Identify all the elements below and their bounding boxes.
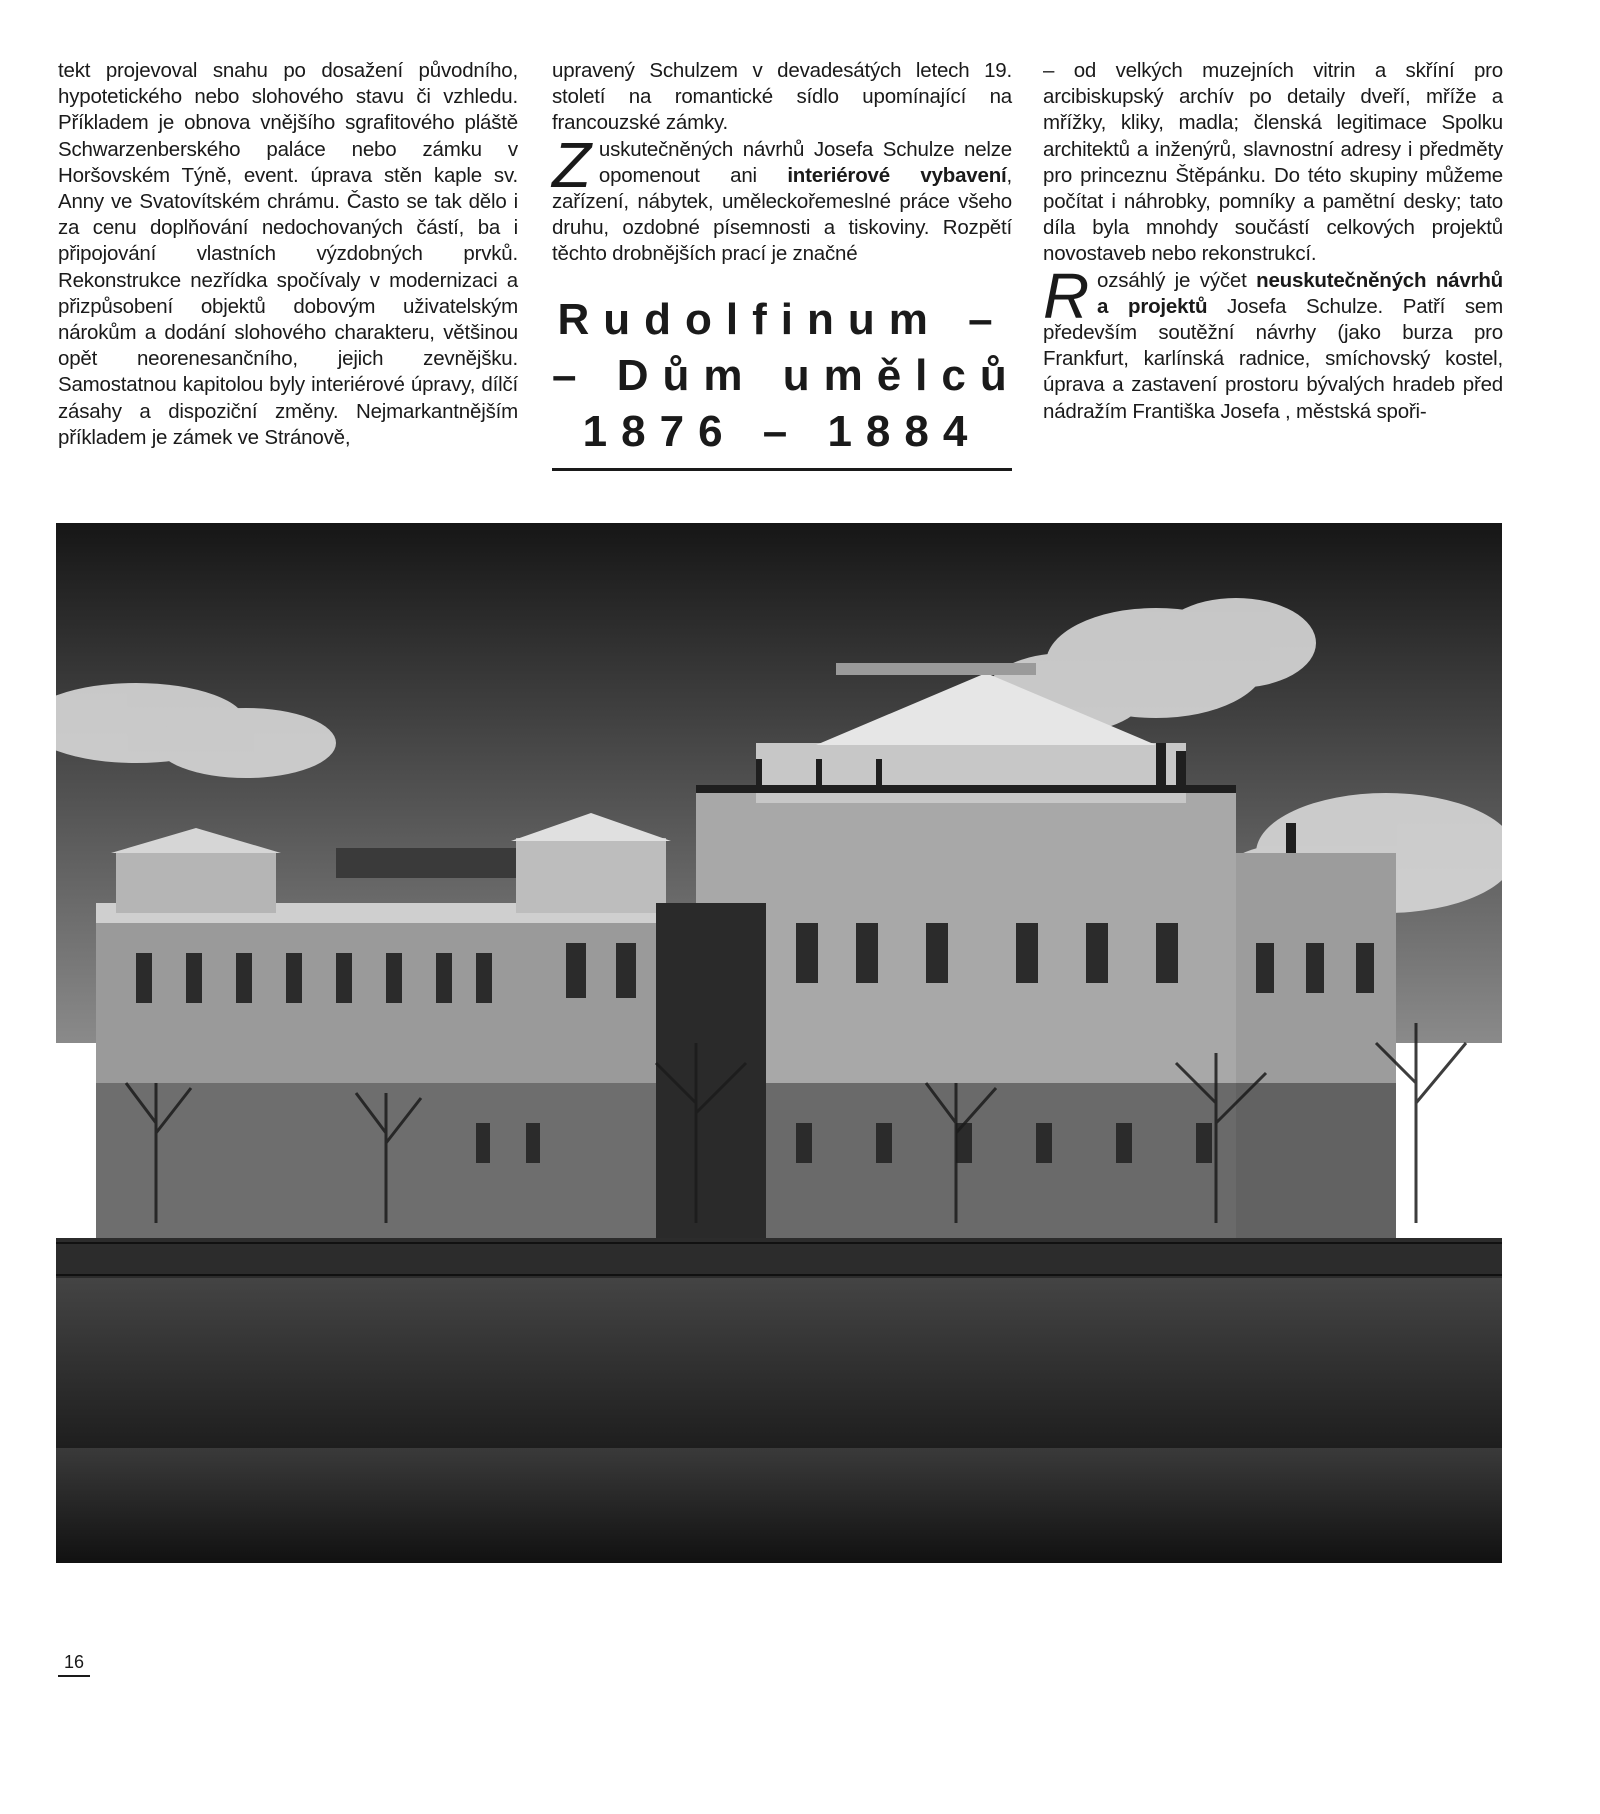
rudolfinum-photo (56, 523, 1502, 1563)
section-heading (552, 292, 1021, 471)
column-left (58, 58, 518, 451)
heading-line: Rudolfinum – (557, 294, 1007, 344)
paragraph: tekt projevoval snahu po dosažení původního, hypotetického nebo slohového stavu či vzhledu. Příkladem je obnova vnějšího sgrafitového pláště Schwarzenberského paláce nebo zámku v Horšovském Týně, event. úprava stěn kaple sv. Anny ve Svatovítském chrámu. Často se tak dělo i za cenu doplňování nedochovaných částí, ba i připojování vlastních výzdobných prvků. Rekonstrukce nezřídka spočívaly v modernizaci a přizpůsobení objektů dobovým uživatelským nárokům a dodání slohového charakteru, většinou opět neorenesančního, jejich zevnějšku. Samostatnou kapitolou byly interiérové úpravy, dílčí zásahy a dispoziční změny. Nejmarkantnějším příkladem je zámek ve Stránově, (58, 59, 518, 449)
heading-line: 1876 – 1884 (582, 406, 982, 456)
column-middle (552, 58, 1021, 471)
paragraph (1043, 259, 1504, 425)
page-number: 16 (58, 1652, 90, 1677)
river (56, 1448, 1502, 1563)
paragraph: upravený Schulzem v devadesátých letech 19. století na romantické sídlo upomínající na francouzské zámky. (552, 59, 1012, 135)
paragraph (552, 128, 1013, 268)
heading-line: – Dům umělců (552, 350, 1021, 400)
drop-cap: Z (552, 128, 591, 201)
building-left-wing (96, 813, 696, 1243)
paragraph: – od velkých muzejních vitrin a skříní pro arcibiskupský archív po detaily dveří, mříže a mřížky, kliky, madla; členská legitimace Spolku architektů a inženýrů, slavnostní adresy i předměty pro princeznu Štěpánku. Do této skupiny můžeme počítat i náhrobky, pomníky a pamětní desky; tato díla byla mnohdy součástí celkových projektů novostaveb nebo rekonstrukcí. (1043, 59, 1503, 266)
quay-wall (56, 1278, 1502, 1448)
paragraph-text: uskutečněných návrhů Josefa Schulze nelze opomenout ani (598, 137, 1012, 187)
paragraph-text: , zařízení, nábytek, uměleckořemeslné práce všeho druhu, ozdobné písemnosti a tiskoviny. Rozpětí těchto drobnějších prací je značné (552, 163, 1013, 266)
drop-cap: R (1043, 259, 1090, 332)
emphasis: interiérové vybavení (787, 163, 1007, 187)
paragraph-text: ozsáhlý je výčet (1097, 268, 1257, 292)
emphasis: neuskutečněných návrhů a projektů (1097, 268, 1504, 318)
paragraph-text: Josefa Schulze. Patří sem především soutěžní návrhy (jako burza pro Frankfurt, karlínská radnice, smíchovský kostel, úprava a zastavení prostoru bývalých hradeb před nádražím Františka Josefa , městská spoři- (1043, 294, 1503, 423)
column-right (1043, 58, 1503, 425)
